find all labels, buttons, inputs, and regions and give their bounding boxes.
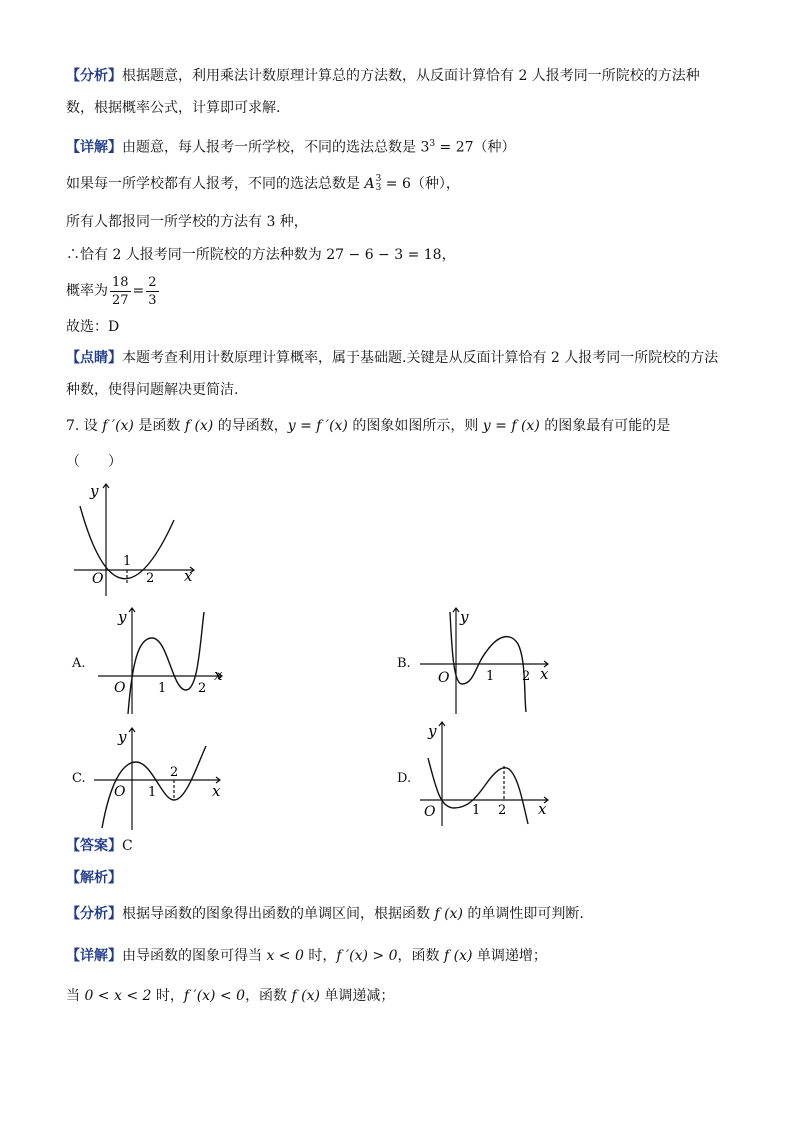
option-c-origin: O (114, 784, 126, 800)
q7-xj1-d: 单调递增； (472, 948, 547, 964)
q7-xj2-cond: 0 < x < 2 (84, 988, 152, 1004)
q7-xj2-d: 单调递减； (319, 988, 395, 1004)
permutation-symbol: A (364, 176, 375, 192)
q7-stem-c: 的导函数， (213, 418, 288, 434)
fraction-18-27 (110, 274, 131, 309)
line-permutation-text: 如果每一所学校都有人报考，不同的选法总数是 (66, 176, 365, 192)
line-choice: 故选：D (66, 319, 120, 335)
probability-label: 概率为 (66, 283, 108, 299)
graph-tick-2: 2 (146, 571, 155, 586)
option-c-tick-2: 2 (170, 765, 179, 780)
option-d-tick-2: 2 (498, 803, 507, 818)
fraction-2-3 (146, 274, 158, 309)
option-c-label: C. (72, 771, 86, 786)
q7-paren: （ ） (66, 454, 122, 470)
equals-sign: = (132, 283, 145, 299)
graph-y-label: y (90, 482, 99, 500)
q7-stem-d: 的图象如图所示，则 (347, 418, 483, 434)
q7-fenxi-line (66, 904, 584, 924)
fraction-denominator: 3 (148, 292, 157, 308)
option-a-label: A. (72, 656, 86, 671)
q7-xj2-a: 当 (66, 988, 85, 1004)
option-b-tick-2: 2 (522, 669, 531, 684)
dianjing-tag: 【点睛】 (66, 350, 122, 366)
fenxi-tag: 【分析】 (66, 68, 122, 84)
line-same-school: 所有人都报同一所学校的方法有 3 种， (66, 214, 308, 230)
option-d-y-label: y (428, 722, 437, 740)
q7-fenxi-tag: 【分析】 (66, 906, 122, 922)
option-b-x-label: x (540, 665, 549, 683)
option-a-graph (92, 604, 232, 716)
derivative-graph (66, 478, 206, 598)
fenxi-line-2: 数，根据概率公式，计算即可求解. (66, 100, 281, 116)
option-c-tick-1: 1 (148, 785, 157, 800)
q7-stem-e: 的图象最有可能的是 (539, 418, 671, 434)
line-probability (66, 272, 161, 310)
option-d-x-label: x (538, 800, 547, 818)
q7-xj1-a: 由导函数的图象可得当 (122, 948, 267, 964)
option-d-origin: O (424, 804, 436, 820)
option-a-x-label: x (214, 666, 223, 684)
q7-xiangjie-tag: 【详解】 (66, 948, 122, 964)
dianjing-text-1: 本题考查利用计数原理计算概率，属于基础题.关键是从反面计算恰有 2 人报考同一所院校的方法 (122, 350, 719, 366)
q7-xj1-c: ，函数 (397, 948, 444, 964)
dianjing-line-1 (66, 348, 718, 368)
fenxi-text-1: 根据题意，利用乘法计数原理计算总的方法数，从反面计算恰有 2 人报考同一所院校的方法种 (122, 68, 700, 84)
line-permutation (66, 174, 460, 194)
graph-x-label: x (184, 567, 193, 585)
permutation-sub: 3 (375, 183, 382, 193)
line-count: ∴恰有 2 人报考同一所院校的方法种数为 27 − 6 − 3 = 18， (66, 247, 456, 263)
q7-fenxi-f: f (x) (434, 906, 463, 922)
option-b-label: B. (397, 656, 411, 671)
q7-fenxi-a: 根据导函数的图象得出函数的单调区间，根据函数 (122, 906, 435, 922)
option-b-tick-1: 1 (486, 669, 495, 684)
q7-jiexi-line (66, 868, 122, 888)
option-a-tick-1: 1 (158, 681, 167, 696)
option-a-origin: O (114, 680, 126, 696)
line-permutation-end: = 6（种）， (381, 176, 460, 192)
option-a-tick-2: 2 (198, 681, 207, 696)
q7-answer-line (66, 836, 133, 856)
option-a-curve (128, 612, 207, 714)
xiangjie-tag: 【详解】 (66, 139, 122, 156)
option-b-curve (450, 612, 526, 712)
fraction-numerator: 2 (148, 274, 157, 290)
fenxi-line-1 (66, 66, 700, 86)
fraction-numerator: 18 (112, 274, 129, 290)
xiangjie-text-1b: = 27（种） (435, 139, 516, 156)
option-d-tick-1: 1 (472, 803, 481, 818)
q7-y-f: y = f (x) (482, 418, 540, 434)
graph-tick-1: 1 (123, 554, 132, 569)
q7-xj1-f: f (x) (443, 948, 473, 964)
option-d-graph (416, 718, 556, 830)
q7-stem-a: 7. 设 (66, 418, 103, 434)
fraction-denominator: 27 (112, 292, 129, 308)
q7-xj1-ineq: f ′(x) > 0 (336, 948, 398, 964)
daan-tag: 【答案】 (66, 838, 122, 854)
q7-xj2-ineq: f ′(x) < 0 (183, 988, 246, 1004)
dianjing-line-2: 种数，使得问题解决更简洁. (66, 382, 239, 398)
q7-f: f (x) (184, 418, 214, 434)
xiangjie-line-1 (66, 134, 516, 158)
permutation-sup: 3 (375, 174, 382, 184)
option-b-graph (416, 604, 556, 716)
q7-stem-b: 是函数 (133, 418, 185, 434)
q7-xiangjie-line-2 (66, 986, 394, 1006)
q7-xiangjie-line-1 (66, 946, 547, 966)
option-d-label: D. (397, 771, 412, 786)
option-c-y-label: y (118, 728, 127, 746)
q7-xj1-b: 时， (303, 948, 337, 964)
q7-y-fprime: y = f ′(x) (287, 418, 348, 434)
option-b-y-label: y (460, 608, 469, 626)
graph-origin-label: O (92, 571, 104, 587)
option-c-graph (92, 724, 232, 834)
option-a-y-label: y (118, 608, 127, 626)
option-b-origin: O (438, 670, 450, 686)
q7-xj2-c: ，函数 (245, 988, 292, 1004)
xiangjie-text-1a: 由题意，每人报考一所学校，不同的选法总数是 3 (122, 139, 430, 156)
option-c-x-label: x (212, 782, 221, 800)
q7-fprime: f ′(x) (102, 418, 134, 434)
q7-stem (66, 416, 670, 436)
jiexi-tag: 【解析】 (66, 870, 122, 886)
q7-xj2-b: 时， (151, 988, 184, 1004)
q7-fenxi-b: 的单调性即可判断. (462, 906, 584, 922)
xiangjie-exponent: 3 (429, 139, 436, 149)
q7-xj2-f: f (x) (291, 988, 320, 1004)
q7-xj1-cond: x < 0 (266, 948, 304, 964)
answer-value: C (122, 838, 133, 854)
